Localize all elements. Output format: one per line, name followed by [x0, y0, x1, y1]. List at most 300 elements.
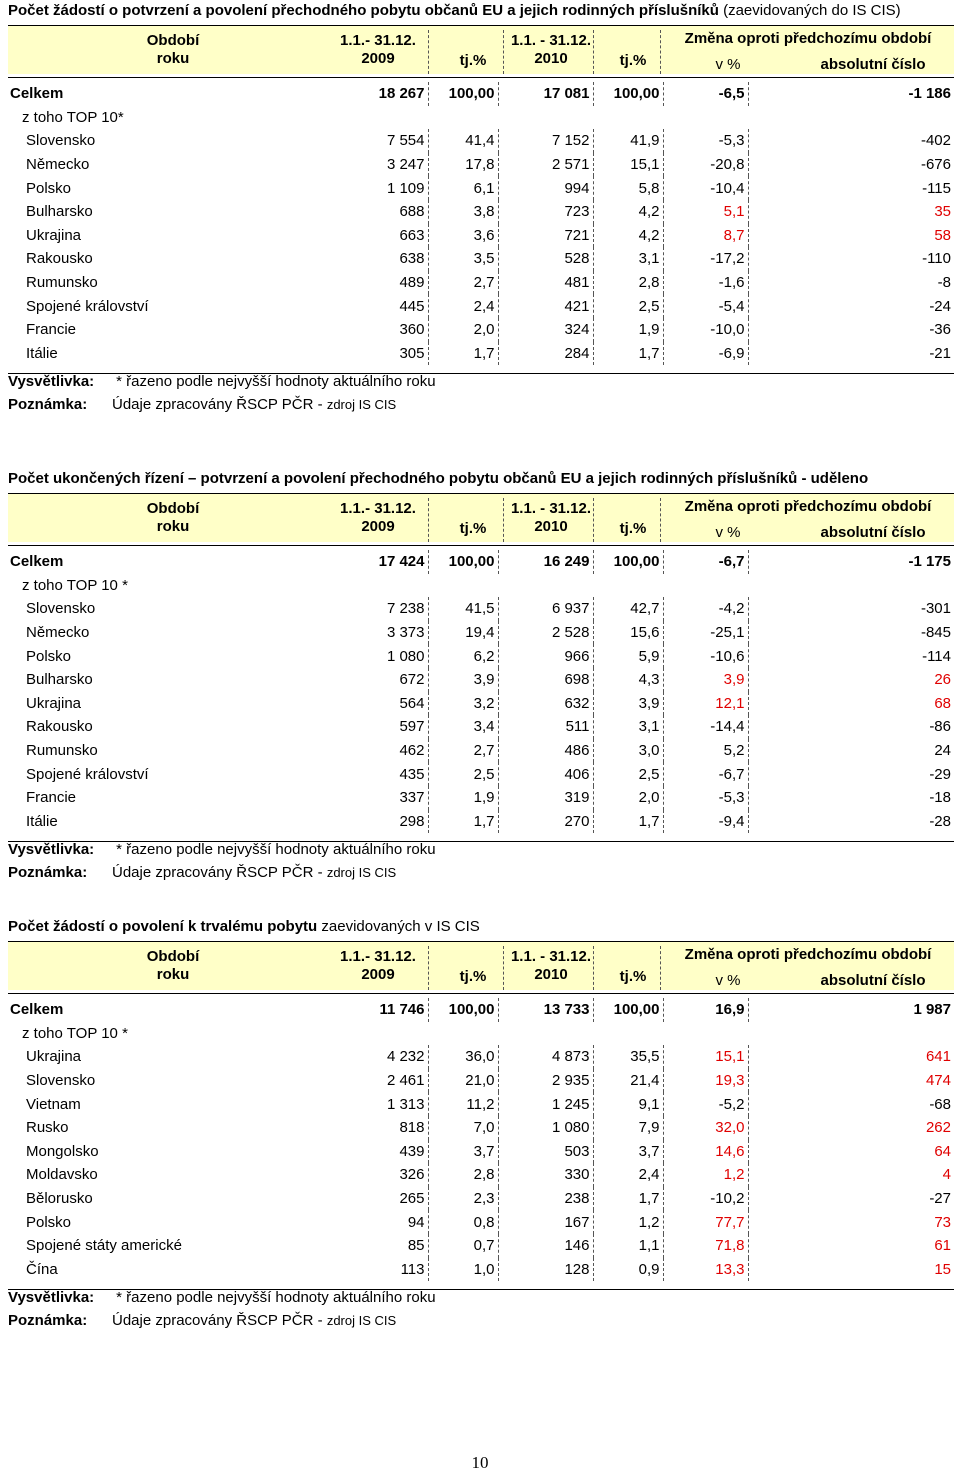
header-change: Změna oproti předchozímu období [684, 946, 932, 963]
share-2010: 1,7 [593, 1187, 663, 1211]
row-label: Mongolsko [26, 1142, 99, 1160]
total-row [8, 550, 954, 574]
header-divider [660, 946, 661, 990]
change-percent: 16,9 [663, 998, 748, 1022]
table-row [8, 1187, 954, 1211]
remark-source: zdroj IS CIS [326, 397, 397, 412]
table-notes [8, 838, 436, 884]
header-bottom-rule [8, 545, 954, 546]
count-2009: 597 [328, 715, 428, 739]
header-divider [503, 498, 504, 542]
page-number: 10 [471, 1453, 489, 1472]
count-2010: 966 [498, 644, 593, 668]
row-label: Rusko [26, 1119, 69, 1137]
remark-text: Údaje zpracovány ŘSCP PČR - [112, 1312, 327, 1329]
share-2010: 1,7 [593, 342, 663, 366]
count-2010: 330 [498, 1163, 593, 1187]
change-percent: -1,6 [663, 271, 748, 295]
share-2010: 1,2 [593, 1210, 663, 1234]
table-section [8, 2, 954, 422]
change-absolute: -8 [937, 274, 951, 292]
header-divider [593, 30, 594, 74]
share-2010: 1,1 [593, 1234, 663, 1258]
share-2009: 7,0 [428, 1116, 498, 1140]
table-row [8, 342, 954, 366]
row-label: Ukrajina [26, 694, 82, 712]
header-period [118, 948, 228, 984]
change-percent: 19,3 [663, 1069, 748, 1093]
remark-line [8, 861, 436, 884]
share-2009: 41,5 [428, 597, 498, 621]
table-row [8, 692, 954, 716]
count-2010: 13 733 [498, 998, 593, 1022]
table-header [8, 493, 954, 542]
row-label: Bělorusko [26, 1190, 93, 1208]
table-row [8, 1210, 954, 1234]
count-2009: 3 247 [328, 153, 428, 177]
change-percent: 77,7 [663, 1210, 748, 1234]
table-row [8, 1234, 954, 1258]
data-table [8, 550, 954, 833]
header-period-line1: Období [146, 32, 200, 49]
count-2009: 7 238 [328, 597, 428, 621]
count-2010: 2 935 [498, 1069, 593, 1093]
header-change-pct: v % [715, 972, 741, 989]
change-absolute: -1 186 [908, 85, 951, 103]
header-period [118, 32, 228, 68]
header-year1-label: 2009 [361, 966, 395, 983]
share-2010: 4,3 [593, 668, 663, 692]
share-2010: 3,0 [593, 739, 663, 763]
explanation-line [8, 838, 436, 861]
count-2009: 462 [328, 739, 428, 763]
row-label: Rumunsko [26, 274, 98, 292]
row-label: Itálie [26, 812, 58, 830]
subheading-label: z toho TOP 10 * [22, 1024, 128, 1042]
subheading-label: z toho TOP 10 * [22, 576, 128, 594]
section-title-bold: Počet ukončených řízení – potvrzení a povolení přechodného pobytu občanů EU a jejich rodinných příslušníků - uděleno [8, 470, 869, 487]
change-absolute: -402 [920, 132, 951, 150]
header-year1-range: 1.1.- 31.12. [340, 500, 416, 517]
change-percent: -25,1 [663, 621, 748, 645]
change-percent: -14,4 [663, 715, 748, 739]
header-period-line2: roku [156, 518, 190, 535]
share-2010: 9,1 [593, 1092, 663, 1116]
share-2010: 15,1 [593, 153, 663, 177]
change-percent: -4,2 [663, 597, 748, 621]
share-2010: 2,0 [593, 786, 663, 810]
header-pct2: tj.% [619, 968, 647, 985]
row-label: Slovensko [26, 600, 96, 618]
change-absolute: 68 [934, 694, 951, 712]
row-label: Celkem [10, 553, 64, 571]
header-change-abs: absolutní číslo [820, 972, 926, 989]
change-percent: 71,8 [663, 1234, 748, 1258]
change-absolute: -1 175 [908, 553, 951, 571]
header-year2-label: 2010 [534, 966, 568, 983]
row-label: Spojené království [26, 765, 149, 783]
count-2010: 632 [498, 692, 593, 716]
count-2010: 486 [498, 739, 593, 763]
header-change-abs: absolutní číslo [820, 56, 926, 73]
change-percent: 32,0 [663, 1116, 748, 1140]
table-row [8, 1069, 954, 1093]
share-2010: 5,8 [593, 176, 663, 200]
count-2009: 1 080 [328, 644, 428, 668]
row-label: Německo [26, 624, 90, 642]
explanation-line [8, 370, 436, 393]
header-pct1: tj.% [459, 968, 487, 985]
share-2010: 3,1 [593, 715, 663, 739]
remark-label: Poznámka: [8, 864, 88, 881]
share-2009: 100,00 [428, 998, 498, 1022]
header-change-pct: v % [715, 524, 741, 541]
change-absolute: -110 [922, 250, 951, 268]
count-2010: 146 [498, 1234, 593, 1258]
count-2010: 511 [498, 715, 593, 739]
row-label: Bulharsko [26, 203, 93, 221]
table-header [8, 25, 954, 74]
remark-label: Poznámka: [8, 396, 88, 413]
share-2010: 100,00 [593, 82, 663, 106]
count-2010: 994 [498, 176, 593, 200]
section-title [8, 2, 901, 19]
table-row [8, 644, 954, 668]
change-percent: -5,2 [663, 1092, 748, 1116]
count-2010: 270 [498, 810, 593, 834]
count-2009: 7 554 [328, 129, 428, 153]
count-2009: 17 424 [328, 550, 428, 574]
share-2009: 2,5 [428, 762, 498, 786]
table-row [8, 621, 954, 645]
explanation-label: Vysvětlivka: [8, 373, 95, 390]
share-2010: 21,4 [593, 1069, 663, 1093]
row-label: Slovensko [26, 132, 96, 150]
count-2010: 721 [498, 224, 593, 248]
change-percent: 3,9 [663, 668, 748, 692]
table-row [8, 762, 954, 786]
table-header [8, 941, 954, 990]
table-row [8, 1092, 954, 1116]
table-row [8, 224, 954, 248]
share-2009: 1,0 [428, 1258, 498, 1282]
share-2009: 11,2 [428, 1092, 498, 1116]
header-year1-range: 1.1.- 31.12. [340, 32, 416, 49]
count-2010: 2 571 [498, 153, 593, 177]
share-2009: 1,7 [428, 342, 498, 366]
change-absolute: 262 [925, 1119, 951, 1137]
explanation-text: * řazeno podle nejvyšší hodnoty aktuálního roku [112, 1289, 436, 1306]
header-change-abs: absolutní číslo [820, 524, 926, 541]
count-2009: 445 [328, 294, 428, 318]
section-title [8, 470, 868, 487]
header-bottom-rule [8, 77, 954, 78]
share-2009: 2,7 [428, 739, 498, 763]
table-row [8, 1116, 954, 1140]
share-2009: 3,6 [428, 224, 498, 248]
row-label: Rakousko [26, 718, 93, 736]
count-2009: 818 [328, 1116, 428, 1140]
change-absolute: -21 [929, 344, 951, 362]
header-divider [503, 30, 504, 74]
remark-source: zdroj IS CIS [326, 865, 397, 880]
table-row [8, 1163, 954, 1187]
change-percent: -9,4 [663, 810, 748, 834]
header-divider [593, 498, 594, 542]
header-year1-label: 2009 [361, 50, 395, 67]
table-row [8, 200, 954, 224]
change-percent: -10,6 [663, 644, 748, 668]
count-2010: 698 [498, 668, 593, 692]
change-percent: -20,8 [663, 153, 748, 177]
share-2009: 21,0 [428, 1069, 498, 1093]
header-pct2: tj.% [619, 52, 647, 69]
share-2009: 17,8 [428, 153, 498, 177]
table-row [8, 715, 954, 739]
header-year2-range: 1.1. - 31.12. [510, 948, 592, 965]
section-title-bold: Počet žádostí o povolení k trvalému pobytu [8, 918, 318, 935]
change-absolute: 35 [934, 203, 951, 221]
change-percent: 5,1 [663, 200, 748, 224]
share-2010: 0,9 [593, 1258, 663, 1282]
count-2009: 663 [328, 224, 428, 248]
share-2010: 42,7 [593, 597, 663, 621]
header-change-pct: v % [715, 56, 741, 73]
change-absolute: -28 [929, 812, 951, 830]
header-year2-label: 2010 [534, 518, 568, 535]
count-2010: 1 080 [498, 1116, 593, 1140]
row-label: Polsko [26, 179, 72, 197]
remark-line [8, 1309, 436, 1332]
remark-label: Poznámka: [8, 1312, 88, 1329]
change-percent: -6,7 [663, 762, 748, 786]
change-absolute: 474 [925, 1072, 951, 1090]
header-change: Změna oproti předchozímu období [684, 30, 932, 47]
count-2010: 1 245 [498, 1092, 593, 1116]
change-absolute: -18 [929, 789, 951, 807]
table-row [8, 1258, 954, 1282]
row-label: Moldavsko [26, 1166, 98, 1184]
header-divider [503, 946, 504, 990]
subheading-row [8, 106, 954, 130]
table-row [8, 786, 954, 810]
remark-source: zdroj IS CIS [326, 1313, 397, 1328]
share-2009: 3,8 [428, 200, 498, 224]
total-row [8, 998, 954, 1022]
count-2009: 11 746 [328, 998, 428, 1022]
change-absolute: -676 [920, 156, 951, 174]
row-label: Vietnam [26, 1095, 81, 1113]
count-2009: 337 [328, 786, 428, 810]
share-2010: 4,2 [593, 224, 663, 248]
change-absolute: 58 [934, 226, 951, 244]
count-2010: 7 152 [498, 129, 593, 153]
header-period-line2: roku [156, 50, 190, 67]
share-2010: 2,5 [593, 294, 663, 318]
count-2010: 324 [498, 318, 593, 342]
change-absolute: -845 [920, 624, 951, 642]
change-absolute: -68 [929, 1095, 951, 1113]
header-pct2: tj.% [619, 520, 647, 537]
change-percent: -5,3 [663, 129, 748, 153]
count-2010: 16 249 [498, 550, 593, 574]
header-divider [593, 946, 594, 990]
table-row [8, 668, 954, 692]
row-label: Německo [26, 156, 90, 174]
change-absolute: 4 [942, 1166, 951, 1184]
share-2009: 100,00 [428, 82, 498, 106]
table-row [8, 318, 954, 342]
header-year1 [323, 500, 433, 536]
share-2009: 100,00 [428, 550, 498, 574]
header-year1-range: 1.1.- 31.12. [340, 948, 416, 965]
header-period-line1: Období [146, 948, 200, 965]
share-2009: 2,4 [428, 294, 498, 318]
count-2010: 238 [498, 1187, 593, 1211]
row-label: Rumunsko [26, 742, 98, 760]
count-2009: 326 [328, 1163, 428, 1187]
change-percent: -17,2 [663, 247, 748, 271]
change-percent: -10,2 [663, 1187, 748, 1211]
explanation-text: * řazeno podle nejvyšší hodnoty aktuálního roku [112, 841, 436, 858]
header-divider [428, 946, 429, 990]
remark-text: Údaje zpracovány ŘSCP PČR - [112, 396, 327, 413]
share-2010: 100,00 [593, 998, 663, 1022]
count-2010: 421 [498, 294, 593, 318]
count-2010: 128 [498, 1258, 593, 1282]
table-row [8, 129, 954, 153]
header-pct1: tj.% [459, 520, 487, 537]
count-2009: 3 373 [328, 621, 428, 645]
row-label: Ukrajina [26, 226, 82, 244]
row-label: Itálie [26, 344, 58, 362]
change-absolute: 641 [925, 1048, 951, 1066]
share-2009: 6,1 [428, 176, 498, 200]
table-row [8, 739, 954, 763]
share-2010: 35,5 [593, 1045, 663, 1069]
change-absolute: 64 [934, 1142, 951, 1160]
header-divider [660, 498, 661, 542]
count-2010: 284 [498, 342, 593, 366]
change-absolute: 1 987 [913, 1001, 951, 1019]
count-2009: 638 [328, 247, 428, 271]
count-2009: 2 461 [328, 1069, 428, 1093]
share-2009: 1,7 [428, 810, 498, 834]
row-label: Bulharsko [26, 671, 93, 689]
share-2009: 0,7 [428, 1234, 498, 1258]
header-pct1: tj.% [459, 52, 487, 69]
count-2009: 113 [328, 1258, 428, 1282]
change-percent: 14,6 [663, 1140, 748, 1164]
explanation-label: Vysvětlivka: [8, 841, 95, 858]
change-percent: 13,3 [663, 1258, 748, 1282]
table-row [8, 294, 954, 318]
row-label: Rakousko [26, 250, 93, 268]
header-year1-label: 2009 [361, 518, 395, 535]
change-percent: 8,7 [663, 224, 748, 248]
count-2009: 439 [328, 1140, 428, 1164]
count-2009: 94 [328, 1210, 428, 1234]
share-2009: 2,7 [428, 271, 498, 295]
count-2009: 435 [328, 762, 428, 786]
share-2009: 41,4 [428, 129, 498, 153]
share-2009: 2,0 [428, 318, 498, 342]
share-2010: 15,6 [593, 621, 663, 645]
share-2010: 2,4 [593, 1163, 663, 1187]
change-percent: -5,3 [663, 786, 748, 810]
row-label: Celkem [10, 85, 64, 103]
change-percent: -6,5 [663, 82, 748, 106]
explanation-text: * řazeno podle nejvyšší hodnoty aktuálního roku [112, 373, 436, 390]
share-2010: 1,9 [593, 318, 663, 342]
header-period-line2: roku [156, 966, 190, 983]
count-2010: 17 081 [498, 82, 593, 106]
share-2009: 3,5 [428, 247, 498, 271]
header-change: Změna oproti předchozímu období [684, 498, 932, 515]
header-divider [428, 30, 429, 74]
change-absolute: 61 [934, 1237, 951, 1255]
count-2009: 265 [328, 1187, 428, 1211]
share-2009: 19,4 [428, 621, 498, 645]
share-2009: 2,8 [428, 1163, 498, 1187]
header-divider [428, 498, 429, 542]
row-label: Slovensko [26, 1072, 96, 1090]
change-absolute: -86 [929, 718, 951, 736]
data-table [8, 998, 954, 1281]
change-absolute: -115 [922, 179, 951, 197]
count-2009: 298 [328, 810, 428, 834]
table-notes [8, 1286, 436, 1332]
table-row [8, 597, 954, 621]
count-2010: 167 [498, 1210, 593, 1234]
table-notes [8, 370, 436, 416]
row-label: Spojené království [26, 297, 149, 315]
change-absolute: 73 [934, 1213, 951, 1231]
change-absolute: -27 [929, 1190, 951, 1208]
share-2009: 1,9 [428, 786, 498, 810]
count-2010: 2 528 [498, 621, 593, 645]
share-2009: 3,4 [428, 715, 498, 739]
count-2009: 4 232 [328, 1045, 428, 1069]
share-2010: 7,9 [593, 1116, 663, 1140]
total-row [8, 82, 954, 106]
change-absolute: 26 [934, 671, 951, 689]
table-row [8, 1140, 954, 1164]
table-row [8, 810, 954, 834]
share-2010: 4,2 [593, 200, 663, 224]
change-absolute: -36 [929, 321, 951, 339]
subheading-row [8, 1022, 954, 1046]
share-2010: 2,5 [593, 762, 663, 786]
count-2009: 18 267 [328, 82, 428, 106]
section-title [8, 918, 480, 935]
share-2010: 2,8 [593, 271, 663, 295]
header-period [118, 500, 228, 536]
change-percent: -6,7 [663, 550, 748, 574]
count-2010: 406 [498, 762, 593, 786]
subheading-label: z toho TOP 10* [22, 108, 124, 126]
table-section [8, 918, 954, 1338]
change-absolute: 15 [934, 1260, 951, 1278]
header-bottom-rule [8, 993, 954, 994]
count-2009: 1 109 [328, 176, 428, 200]
section-title-normal: zaevidovaných v IS CIS [317, 918, 480, 935]
table-row [8, 1045, 954, 1069]
count-2010: 528 [498, 247, 593, 271]
section-title-bold: Počet žádostí o potvrzení a povolení přechodného pobytu občanů EU a jejich rodinných příslušníků [8, 2, 719, 19]
share-2009: 3,9 [428, 668, 498, 692]
subheading-row [8, 574, 954, 598]
